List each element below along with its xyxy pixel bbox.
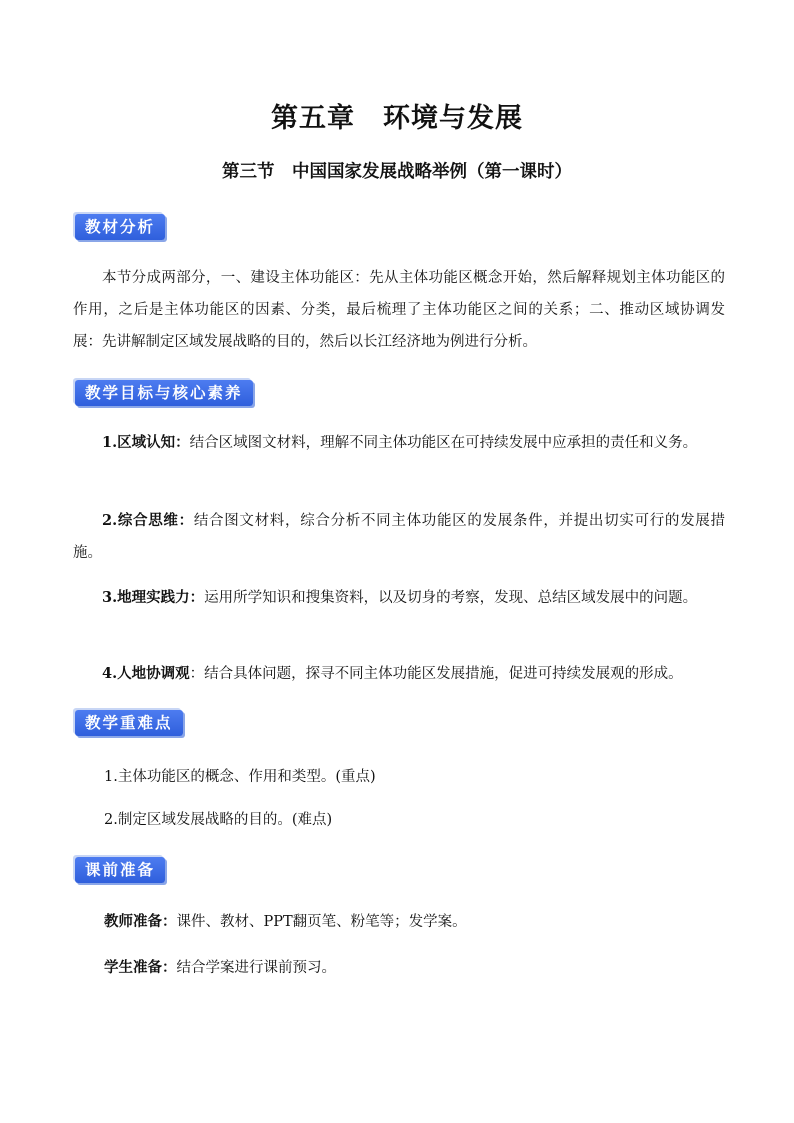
section-tag-material: 教材分析 [75,214,165,240]
keypoint-item: 1.主体功能区的概念、作用和类型。(重点) [104,769,376,785]
section-tag-goals: 教学目标与核心素养 [75,380,253,406]
goal-item [73,658,725,690]
prep-text: 结合学案进行课前预习。 [176,960,336,976]
goal-item [73,427,725,459]
prep-item [104,910,467,931]
goal-label: 2.综合思维： [102,512,194,529]
goal-text: 运用所学知识和搜集资料，以及切身的考察，发现、总结区域发展中的问题。 [204,590,698,606]
goal-text: ：结合具体问题，探寻不同主体功能区发展措施，促进可持续发展观的形成。 [189,666,683,682]
prep-item [104,956,336,977]
keypoint-item: 2.制定区域发展战略的目的。(难点) [104,812,333,828]
goal-text: 结合区域图文材料，理解不同主体功能区在可持续发展中应承担的责任和义务。 [189,435,698,451]
goal-item [73,582,725,614]
chapter-title: 第五章 环境与发展 [271,103,523,134]
goal-item [73,505,725,569]
goal-label: 3.地理实践力： [102,589,205,606]
goal-label: 4.人地协调观 [102,665,190,682]
material-analysis-text: 本节分成两部分，一、建设主体功能区：先从主体功能区概念开始，然后解释规划主体功能区的作用，之后是主体功能区的因素、分类，最后梳理了主体功能区之间的关系；二、推动区域协调发展：先讲解制定区域发展战略的目的，然后以长江经济地为例进行分析。 [73,270,725,350]
goal-text: 结合图文材料，综合分析不同主体功能区的发展条件，并提出切实可行的发展措施。 [73,513,726,561]
prep-text: 课件、教材、PPT翻页笔、粉笔等；发学案。 [176,914,467,930]
section-tag-prep: 课前准备 [75,857,165,883]
goal-label: 1.区域认知： [102,434,190,451]
section-title: 第三节 中国国家发展战略举例（第一课时） [222,162,572,182]
section-tag-keypoints: 教学重难点 [75,710,183,736]
prep-label: 学生准备： [104,959,177,976]
prep-label: 教师准备： [104,913,177,930]
